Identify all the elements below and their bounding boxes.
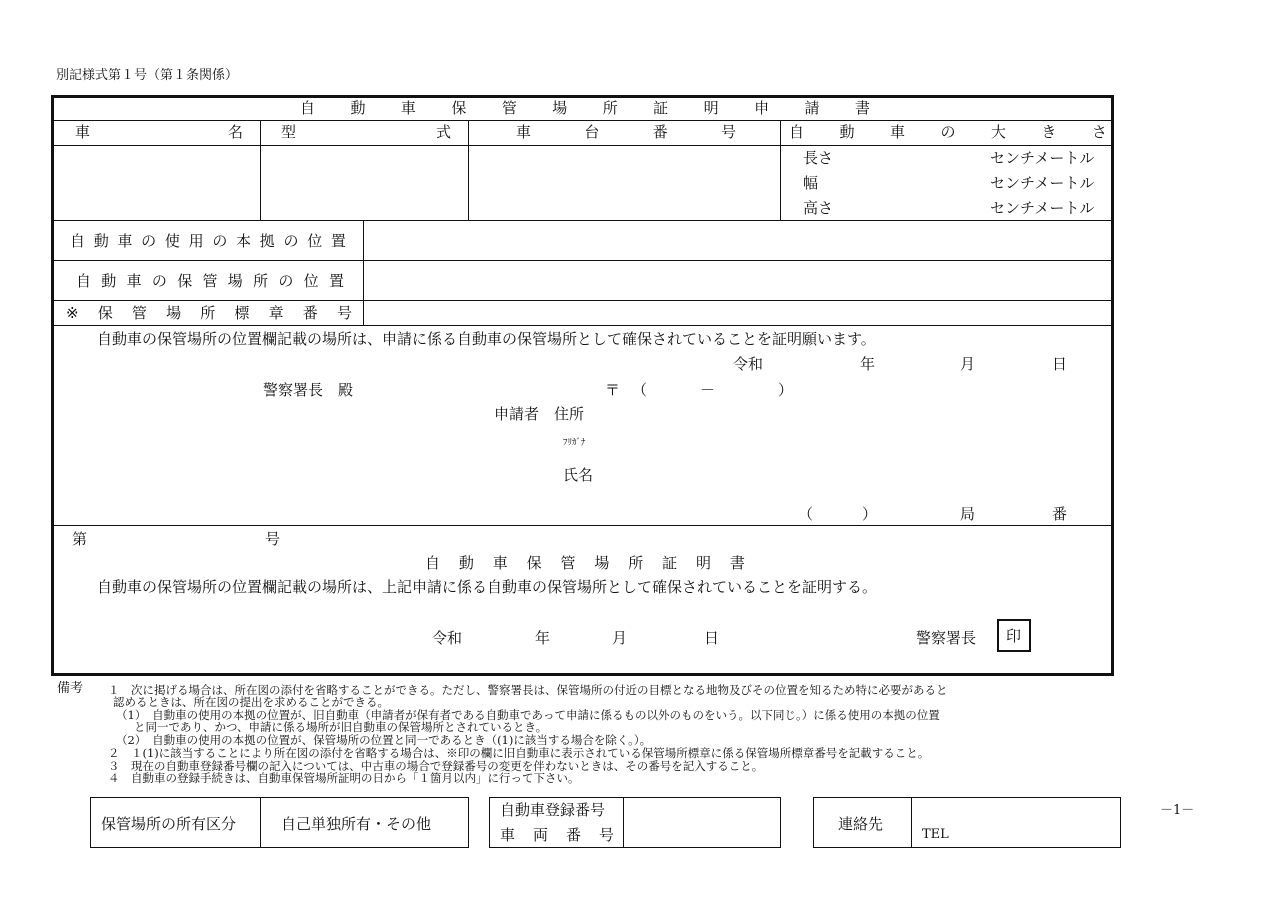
registration-number-field[interactable] xyxy=(625,798,779,847)
char: 位 xyxy=(303,272,319,290)
char: の xyxy=(940,123,956,141)
chassis-number-field[interactable] xyxy=(469,146,779,219)
char: の xyxy=(212,232,228,250)
column-vehicle-size xyxy=(789,123,1107,141)
storage-mark-number-label xyxy=(66,304,352,322)
char: さ xyxy=(1091,123,1107,141)
char: 車 xyxy=(400,99,416,117)
remark-line: ４ 自動車の登録手続きは、自動車保管場所証明の日から「１箇月以内」に行って下さい。 xyxy=(108,771,580,785)
use-base-location-field[interactable] xyxy=(364,221,1111,259)
char: 証 xyxy=(662,554,678,572)
char: 自 xyxy=(76,272,92,290)
char: 動 xyxy=(93,232,109,250)
char: 書 xyxy=(854,99,870,117)
app-day: 日 xyxy=(1052,355,1068,373)
char: 車 xyxy=(492,554,508,572)
char: 管 xyxy=(131,304,147,322)
char: 管 xyxy=(560,554,576,572)
char: 車 xyxy=(75,123,91,141)
char: 自 xyxy=(425,554,441,572)
column-car-name xyxy=(75,123,243,141)
char: 号 xyxy=(598,826,614,844)
applicant-name-label: 氏名 xyxy=(563,466,594,484)
phone-kyoku: 局 xyxy=(960,505,976,523)
char: 章 xyxy=(268,304,284,322)
char: 車 xyxy=(889,123,905,141)
size-height-label: 高さ xyxy=(803,199,834,217)
char: 置 xyxy=(330,232,346,250)
remark-line: （1） 自動車の使用の本拠の位置が、旧自動車（申請者が保有者である自動車であって申請に係るもの以外のものをいう。以下同じ。）に係る使用の本拠の位置 xyxy=(116,708,940,722)
char: 両 xyxy=(532,826,548,844)
remark-line: 認めるときは、所在図の提出を求めることができる。 xyxy=(113,695,389,709)
divider xyxy=(260,797,261,848)
divider xyxy=(53,325,1112,326)
car-name-field[interactable] xyxy=(54,146,259,219)
registration-number-label: 自動車登録番号 xyxy=(500,801,606,819)
storage-mark-number-field[interactable] xyxy=(364,301,1111,324)
postal-mark: 〒 xyxy=(605,381,621,399)
phone-ban: 番 xyxy=(1052,505,1068,523)
contact-field[interactable] xyxy=(913,798,1119,847)
form-number: 別記様式第１号（第１条関係） xyxy=(56,68,239,83)
char: 使 xyxy=(164,232,180,250)
char: の xyxy=(278,272,294,290)
app-year: 年 xyxy=(860,355,876,373)
char: 動 xyxy=(350,99,366,117)
char: 所 xyxy=(628,554,644,572)
cert-day: 日 xyxy=(704,629,720,647)
vehicle-number-label xyxy=(500,826,614,844)
divider xyxy=(53,525,1112,526)
phone-paren-open: （ xyxy=(798,505,814,523)
char: 号 xyxy=(720,123,736,141)
char: 管 xyxy=(501,99,517,117)
char: 所 xyxy=(602,99,618,117)
char: 管 xyxy=(202,272,218,290)
char: 場 xyxy=(227,272,243,290)
certificate-title xyxy=(425,554,745,572)
char: 動 xyxy=(839,123,855,141)
char: 拠 xyxy=(259,232,275,250)
char: 本 xyxy=(236,232,252,250)
char: 車 xyxy=(516,123,532,141)
page-number: －1－ xyxy=(1160,803,1195,818)
storage-location-label xyxy=(76,272,344,290)
seal-mark: 印 xyxy=(1006,627,1022,645)
char: 型 xyxy=(281,123,297,141)
char: 保 xyxy=(451,99,467,117)
char: 車 xyxy=(117,232,133,250)
char: 番 xyxy=(652,123,668,141)
ownership-value[interactable]: 自己単独所有・その他 xyxy=(281,815,432,833)
size-width-label: 幅 xyxy=(803,174,819,192)
char: の xyxy=(283,232,299,250)
furigana-label: ﾌﾘｶﾞﾅ xyxy=(563,438,586,448)
divider xyxy=(911,797,912,848)
char: 車 xyxy=(126,272,142,290)
divider xyxy=(780,120,781,220)
char: 証 xyxy=(653,99,669,117)
cert-year: 年 xyxy=(535,629,551,647)
char: の xyxy=(141,232,157,250)
char: 置 xyxy=(328,272,344,290)
storage-location-field[interactable] xyxy=(364,261,1111,299)
postal-paren-close: ） xyxy=(778,381,794,399)
model-field[interactable] xyxy=(261,146,467,219)
column-model xyxy=(281,123,451,141)
char: 番 xyxy=(565,826,581,844)
police-chief-addressee: 警察署長 殿 xyxy=(263,381,354,399)
remark-line: と同一であり、かつ、申請に係る場所が旧自動車の保管場所とされているとき。 xyxy=(134,720,548,734)
contact-label: 連絡先 xyxy=(838,815,884,833)
char: 明 xyxy=(703,99,719,117)
char: 用 xyxy=(188,232,204,250)
char: 自 xyxy=(789,123,805,141)
phone-paren-close: ） xyxy=(862,505,878,523)
char: 番 xyxy=(302,304,318,322)
divider xyxy=(53,120,1112,121)
char: 所 xyxy=(253,272,269,290)
char: 請 xyxy=(804,99,820,117)
tel-label: TEL xyxy=(922,827,949,842)
char: 場 xyxy=(552,99,568,117)
char: 申 xyxy=(754,99,770,117)
char: 位 xyxy=(307,232,323,250)
char: 大 xyxy=(990,123,1006,141)
ownership-label: 保管場所の所有区分 xyxy=(101,815,237,833)
char: 式 xyxy=(435,123,451,141)
app-month: 月 xyxy=(960,355,976,373)
remark-line: ３ 現在の自動車登録番号欄の記入については、中古車の場合で登録番号の変更を伴わないときは、その番号を記入すること。 xyxy=(108,759,764,773)
certificate-text: 自動車の保管場所の位置欄記載の場所は、上記申請に係る自動車の保管場所として確保されていることを証明する。 xyxy=(97,578,878,596)
char: 号 xyxy=(336,304,352,322)
size-width-unit: センチメートル xyxy=(990,174,1095,192)
char: 場 xyxy=(594,554,610,572)
char: 明 xyxy=(696,554,712,572)
char: 動 xyxy=(101,272,117,290)
use-base-location-label xyxy=(70,232,346,250)
size-length-label: 長さ xyxy=(803,149,834,167)
app-reiwa: 令和 xyxy=(733,355,764,373)
remark-line: ２ １(1)に該当することにより所在図の添付を省略する場合は、※印の欄に旧自動車に表示されている保管場所標章に係る保管場所標章番号を記載すること。 xyxy=(108,746,930,760)
column-chassis-number xyxy=(516,123,736,141)
cert-police-chief: 警察署長 xyxy=(916,629,977,647)
cert-month: 月 xyxy=(612,629,628,647)
char: 保 xyxy=(177,272,193,290)
char: き xyxy=(1041,123,1057,141)
char: 書 xyxy=(729,554,745,572)
size-height-unit: センチメートル xyxy=(990,199,1095,217)
char: 車 xyxy=(500,826,516,844)
char: 標 xyxy=(234,304,250,322)
application-title xyxy=(300,99,870,117)
char: の xyxy=(151,272,167,290)
cert-go: 号 xyxy=(265,530,281,548)
char: 保 xyxy=(526,554,542,572)
remark-line: １ 次に掲げる場合は、所在図の添付を省略することができる。ただし、警察署長は、保管場所の付近の目標となる地物及びその位置を知るため特に必要があると xyxy=(108,683,948,697)
postal-paren-open: （ xyxy=(632,381,648,399)
divider xyxy=(623,797,624,848)
cert-reiwa: 令和 xyxy=(432,629,463,647)
char: 保 xyxy=(97,304,113,322)
char: 場 xyxy=(166,304,182,322)
remarks-label: 備考 xyxy=(57,681,84,696)
cert-dai: 第 xyxy=(72,530,88,548)
char: 名 xyxy=(227,123,243,141)
char: 動 xyxy=(458,554,474,572)
remark-line: （2） 自動車の使用の本拠の位置が、保管場所の位置と同一であるとき（(1)に該当する場合を除く。）。 xyxy=(116,733,652,747)
char: 台 xyxy=(584,123,600,141)
postal-dash: － xyxy=(700,381,716,399)
applicant-address-label: 申請者 住所 xyxy=(494,405,585,423)
char: 自 xyxy=(70,232,86,250)
size-length-unit: センチメートル xyxy=(990,149,1095,167)
request-text: 自動車の保管場所の位置欄記載の場所は、申請に係る自動車の保管場所として確保されていることを証明願います。 xyxy=(97,330,876,348)
char: ※ xyxy=(66,304,79,322)
char: 所 xyxy=(200,304,216,322)
char: 自 xyxy=(300,99,316,117)
